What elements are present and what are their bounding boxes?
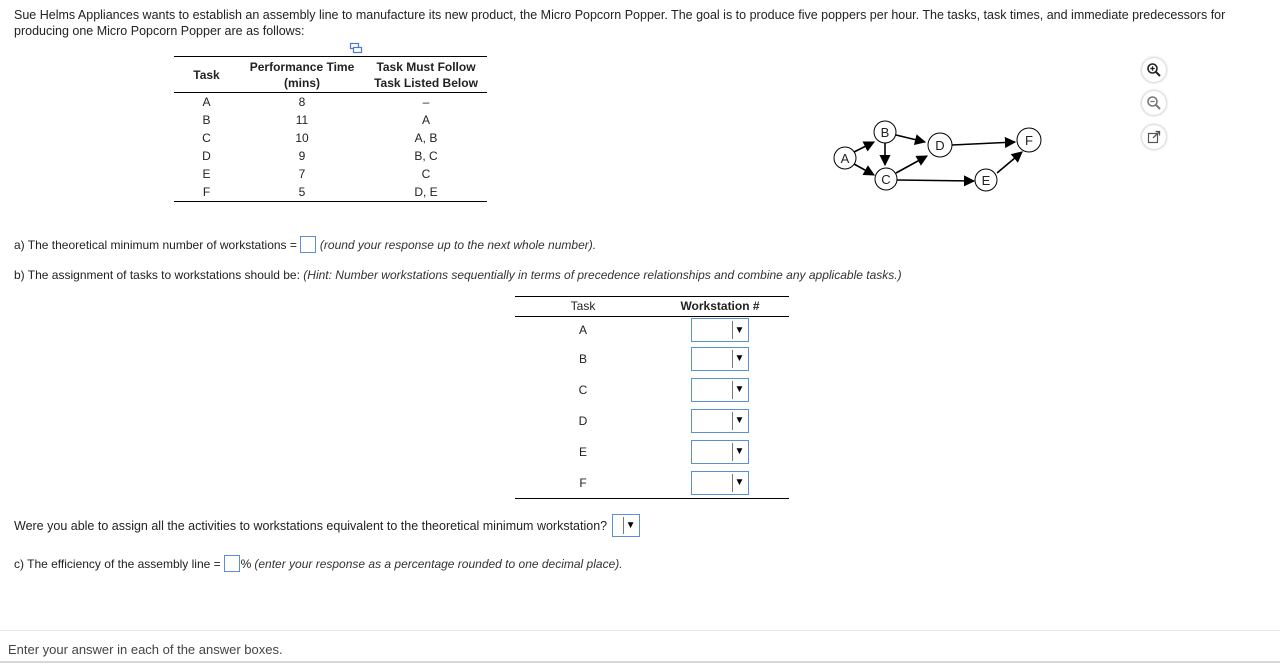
zoom-in-icon (1146, 62, 1162, 78)
task-cell: E (202, 167, 211, 181)
assign-task-cell: E (578, 444, 587, 459)
table-row (515, 467, 789, 499)
table-row (515, 317, 789, 344)
workstation-select-b[interactable] (691, 347, 749, 371)
table-row (174, 111, 487, 129)
min-workstations-input[interactable] (300, 236, 316, 253)
assign-task-cell: B (578, 351, 587, 366)
table-row (174, 183, 487, 202)
header-predecessor (365, 57, 487, 93)
precedence-diagram (825, 118, 1050, 198)
question-a (14, 236, 596, 253)
copy-icon[interactable] (349, 42, 363, 54)
assign-task-cell: F (515, 467, 651, 499)
assign-ws-cell (651, 374, 789, 405)
assign-ws-cell (651, 467, 789, 499)
workstation-select-a[interactable] (691, 318, 749, 342)
task-cell: A (202, 95, 211, 109)
footer-instructions: Enter your answer in each of the answer boxes. (8, 642, 283, 657)
table-row (174, 93, 487, 112)
problem-statement: Sue Helms Appliances wants to establish an assembly line to manufacture its new product, the Micro Popcorn Popper. The goal is to produce five poppers per hour. The tasks, task times, and immediate predecessors for producing one Micro Popcorn Popper are as follows: (14, 8, 1226, 38)
header-time-line2: (mins) (284, 76, 320, 90)
task-cell: C (202, 131, 211, 145)
pred-cell: C (421, 167, 431, 181)
node-b-label: B (880, 125, 890, 140)
assign-task-cell: C (578, 382, 588, 397)
dropdown-arrow-icon: ▼ (732, 321, 746, 339)
pred-cell: A (421, 113, 430, 127)
task-cell: D (202, 149, 211, 163)
footer-divider (0, 661, 1280, 663)
task-cell: B (202, 113, 211, 127)
table-row (174, 165, 487, 183)
time-cell: 10 (295, 131, 309, 145)
header-task: Task (174, 57, 239, 93)
assign-task-cell: A (578, 323, 587, 337)
assign-ws-cell (651, 436, 789, 467)
question-b (14, 268, 902, 282)
node-c-label: C (881, 172, 891, 187)
time-cell: 8 (298, 95, 306, 109)
dropdown-arrow-icon: ▼ (732, 350, 746, 368)
dropdown-arrow-icon: ▼ (732, 381, 746, 399)
question-c-hint: (enter your response as a percentage rounded to one decimal place). (254, 556, 623, 571)
assign-ws-cell (651, 405, 789, 436)
pred-cell: – (422, 95, 430, 109)
node-d-label: D (935, 138, 945, 153)
workstation-select-d[interactable] (691, 409, 749, 433)
dropdown-arrow-icon: ▼ (732, 443, 746, 461)
question-b-label: b) The assignment of tasks to workstations should be: (14, 268, 300, 282)
table-row (174, 147, 487, 165)
zoom-out-icon (1146, 95, 1162, 111)
question-minimum-achieved (14, 514, 640, 537)
popout-button[interactable] (1142, 125, 1166, 149)
dropdown-arrow-icon: ▼ (623, 517, 637, 534)
pred-cell: A, B (414, 131, 438, 145)
time-cell: 9 (298, 149, 306, 163)
minimum-achieved-select[interactable] (612, 514, 640, 537)
popout-icon (1147, 130, 1161, 144)
zoom-out-button[interactable] (1142, 91, 1166, 115)
percent-sign: % (240, 556, 252, 571)
workstation-select-f[interactable] (691, 471, 749, 495)
task-data-table (174, 56, 487, 202)
dropdown-arrow-icon: ▼ (732, 412, 746, 430)
node-f-label: F (1025, 133, 1033, 148)
table-row (515, 436, 789, 467)
table-row (515, 405, 789, 436)
assignment-table (515, 296, 789, 499)
pred-cell: D, E (365, 183, 487, 202)
header-pred-line2: Task Listed Below (374, 76, 478, 90)
table-row (515, 343, 789, 374)
question-c (14, 555, 623, 572)
question-b-hint: (Hint: Number workstations sequentially in terms of precedence relationships and combine any applicable tasks.) (303, 268, 902, 282)
pred-cell: B, C (414, 149, 438, 163)
assign-ws-cell (651, 343, 789, 374)
question-a-label: a) The theoretical minimum number of workstations = (14, 237, 297, 252)
zoom-in-button[interactable] (1142, 58, 1166, 82)
workstation-select-e[interactable] (691, 440, 749, 464)
question-a-hint: (round your response up to the next whole number). (319, 237, 597, 252)
assign-task-cell: D (578, 413, 588, 428)
header-time-line1: Performance Time (249, 60, 355, 74)
workstation-select-c[interactable] (691, 378, 749, 402)
question-minimum-label: Were you able to assign all the activities to workstations equivalent to the theoretical minimum workstation? (14, 518, 608, 533)
header-performance-time (239, 57, 365, 93)
time-cell: 5 (239, 183, 365, 202)
question-c-label: c) The efficiency of the assembly line = (14, 556, 221, 571)
assign-header-workstation: Workstation # (651, 297, 789, 317)
node-e-label: E (981, 173, 991, 188)
assign-ws-cell (651, 317, 789, 344)
efficiency-input[interactable] (224, 555, 240, 572)
header-pred-line1: Task Must Follow (376, 60, 476, 74)
footer-bar (0, 630, 1280, 667)
table-row (174, 129, 487, 147)
time-cell: 7 (298, 167, 306, 181)
assign-header-task: Task (515, 297, 651, 317)
time-cell: 11 (295, 113, 309, 127)
node-a-label: A (840, 151, 850, 166)
task-cell: F (174, 183, 239, 202)
dropdown-arrow-icon: ▼ (732, 474, 746, 492)
table-row (515, 374, 789, 405)
